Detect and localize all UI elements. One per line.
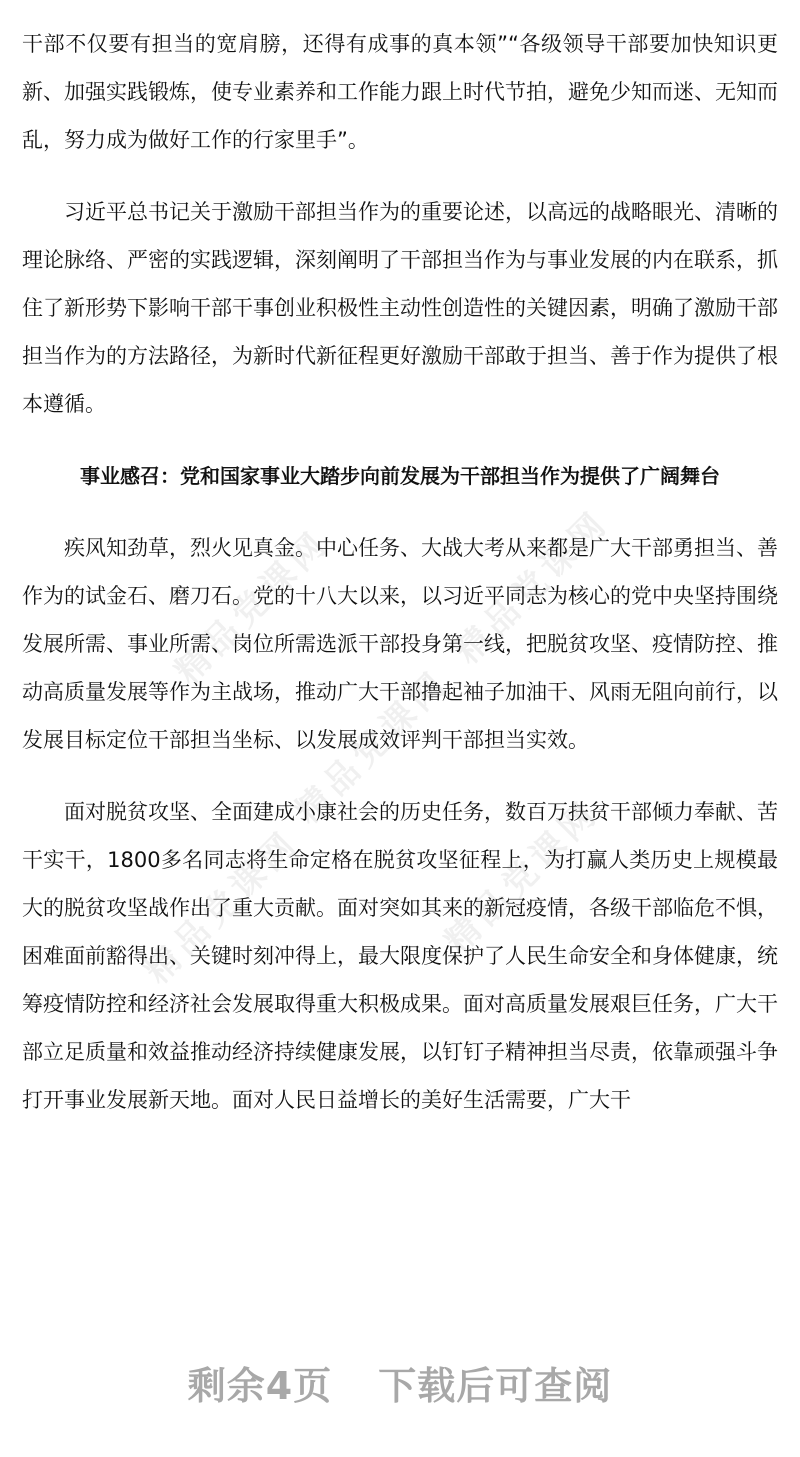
watermark: 精品党课网 — [447, 502, 618, 672]
section-heading: 事业感召：党和国家事业大踏步向前发展为干部担当作为提供了广阔舞台 — [80, 464, 720, 488]
watermark: 精品党课网 — [167, 522, 338, 692]
paragraph: 习近平总书记关于激励干部担当作为的重要论述，以高远的战略眼光、清晰的理论脉络、严密的实践逻辑，深刻阐明了干部担当作为与事业发展的内在联系，抓住了新形势下影响干部干事创业积极性主动性创造性的关键因素，明确了激励干部担当作为的方法路径，为新时代新征程更好激励干部敢于担当、善于作为提供了根本遵循。 — [22, 200, 778, 416]
paragraph-continued: 干部不仅要有担当的宽肩膀，还得有成事的真本领”“各级领导干部要加快知识更新、加强实践锻炼，使专业素养和工作能力跟上时代节拍，避免少知而迷、无知而乱，努力成为做好工作的行家里手”。 — [22, 32, 778, 152]
paragraph: 疾风知劲草，烈火见真金。中心任务、大战大考从来都是广大干部勇担当、善作为的试金石、磨刀石。党的十八大以来，以习近平同志为核心的党中央坚持围绕发展所需、事业所需、岗位所需选派干部投身第一线，把脱贫攻坚、疫情防控、推动高质量发展等作为主战场，推动广大干部撸起袖子加油干、风雨无阻向前行，以发展目标定位干部担当坐标、以发展成效评判干部担当实效。 — [22, 536, 778, 752]
remaining-pages-label: 剩余4页 — [187, 1364, 333, 1408]
download-more-banner[interactable] — [0, 1355, 800, 1410]
download-to-view-label: 下载后可查阅 — [378, 1364, 613, 1408]
watermark: 精品党课网 — [437, 792, 608, 962]
watermark: 精品党课网 — [137, 822, 308, 992]
watermark: 精品党课网 — [287, 662, 458, 832]
paragraph: 面对脱贫攻坚、全面建成小康社会的历史任务，数百万扶贫干部倾力奉献、苦干实干，1800多名同志将生命定格在脱贫攻坚征程上，为打赢人类历史上规模最大的脱贫攻坚战作出了重大贡献。面对突如其来的新冠疫情，各级干部临危不惧，困难面前豁得出、关键时刻冲得上，最大限度保护了人民生命安全和身体健康，统筹疫情防控和经济社会发展取得重大积极成果。面对高质量发展艰巨任务，广大干部立足质量和效益推动经济持续健康发展，以钉钉子精神担当尽责，依靠顽强斗争打开事业发展新天地。面对人民日益增长的美好生活需要，广大干 — [22, 800, 778, 1112]
document-body — [22, 20, 778, 1148]
